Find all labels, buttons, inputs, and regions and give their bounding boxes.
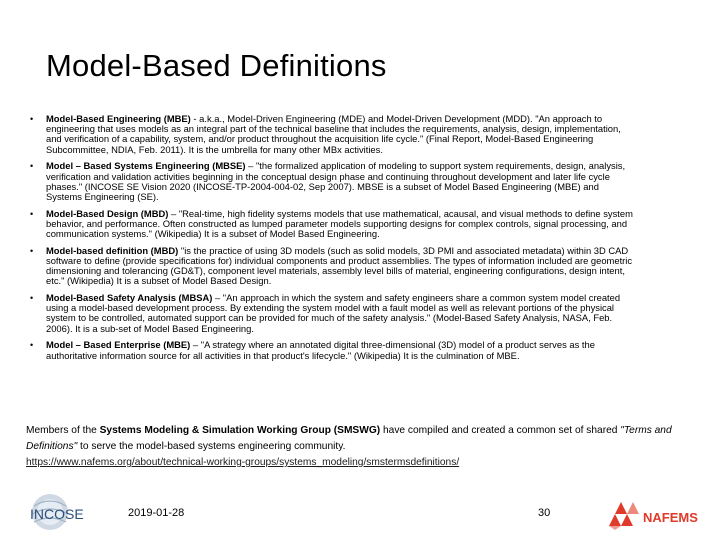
definition-term: Model-Based Design (MBD) [46, 207, 169, 219]
nafems-logo-text: NAFEMS [643, 510, 698, 525]
working-group-name: Systems Modeling & Simulation Working Group (SMSWG) [99, 425, 381, 436]
definitions-link[interactable]: https://www.nafems.org/about/technical-working-groups/systems_modeling/smstermsdefinitions/ [26, 457, 460, 468]
bullet-icon: • [30, 340, 34, 351]
footer-suffix: to serve the model-based systems engineering community. [77, 441, 346, 452]
definition-text: – "A strategy where an annotated digital three-dimensional (3D) model of a product serves as the authoritative information source for all activities in that product's lifecycle." (Wikipedia) It is the culmination of MBE. [46, 339, 595, 361]
list-item [30, 161, 635, 202]
list-item [30, 246, 635, 287]
bullet-icon: • [30, 114, 34, 124]
footer-middle: have compiled and created a common set of shared [380, 425, 621, 436]
definition-list [30, 114, 635, 367]
definition-term: Model-Based Safety Analysis (MBSA) [46, 292, 213, 304]
slide-title: Model-Based Definitions [46, 48, 387, 83]
list-item [30, 114, 635, 155]
list-item [30, 340, 635, 360]
definition-term: Model – Based Systems Engineering (MBSE) [46, 160, 246, 172]
terms-quote: "Terms and Definitions" [26, 425, 672, 452]
definition-text: - a.k.a., Model-Driven Engineering (MDE) and Model-Driven Development (MDD). "An approach to engineering that uses models as an integral part of the technical baseline that includes the requirements, analysis, design, implementation, and verification of a capability, system, and/or product throughout the acquisition life cycle." (Final Report, Model-Based Engineering Subcommittee, NDIA, Feb. 2011). It is the umbrella for many other MBx activities. [46, 113, 621, 155]
definition-text: – "Real-time, high fidelity systems models that use mathematical, acausal, and visual methods to define system behavior, and performance. Often constructed as lumped parameter models supporting designs for complex controls, signal processing, and communication systems." (Wikipedia) It is a subset of Model Based Engineering. [46, 207, 633, 240]
bullet-icon: • [30, 161, 34, 172]
footer-note [26, 423, 676, 471]
nafems-logo [607, 496, 715, 532]
definition-text: "is the practice of using 3D models (such as solid models, 3D PMI and associated metadata) within 3D CAD software to define (provide specifications for) individual components and product assemblies. The types of information included are geometric dimensioning and tolerancing (GD&T), component level materials, assembly level bills of material, engineering configurations, design intent, etc." (Wikipedia) It is a subset of Model Based Design. [46, 244, 633, 287]
slide-date: 2019-01-28 [128, 507, 185, 519]
list-item [30, 293, 635, 334]
definition-term: Model-based definition (MBD) [46, 244, 179, 256]
footer-prefix: Members of the [26, 425, 100, 436]
bullet-icon: • [30, 293, 34, 304]
bullet-icon: • [30, 245, 34, 256]
incose-logo-text: INCOSE [30, 506, 84, 522]
definition-term: Model-Based Engineering (MBE) [46, 113, 191, 124]
list-item [30, 209, 635, 240]
incose-logo [24, 492, 102, 532]
definition-text: – "the formalized application of modeling to support system requirements, design, analysis, verification and validation activities beginning in the conceptual design phase and continuing throughout development and later life cycle phases." (INCOSE SE Vision 2020 (INCOSE-TP-2004-004-02, Sep 2007). MBSE is a subset of Model Based Engineering (MBE) and Systems Engineering (SE). [46, 160, 626, 202]
definition-term: Model – Based Enterprise (MBE) [46, 339, 191, 351]
definition-text: – "An approach in which the system and safety engineers share a common system model created using a model-based development process. By extending the system model with a fault model as well as relevant portions of the physical system to be controlled, automated support can be provided for much of the safety analysis." (Model-Based Safety Analysis, NASA, Feb. 2006). It is a sub-set of Model Based Engineering. [46, 292, 621, 334]
page-number: 30 [538, 507, 551, 519]
bullet-icon: • [30, 208, 34, 219]
